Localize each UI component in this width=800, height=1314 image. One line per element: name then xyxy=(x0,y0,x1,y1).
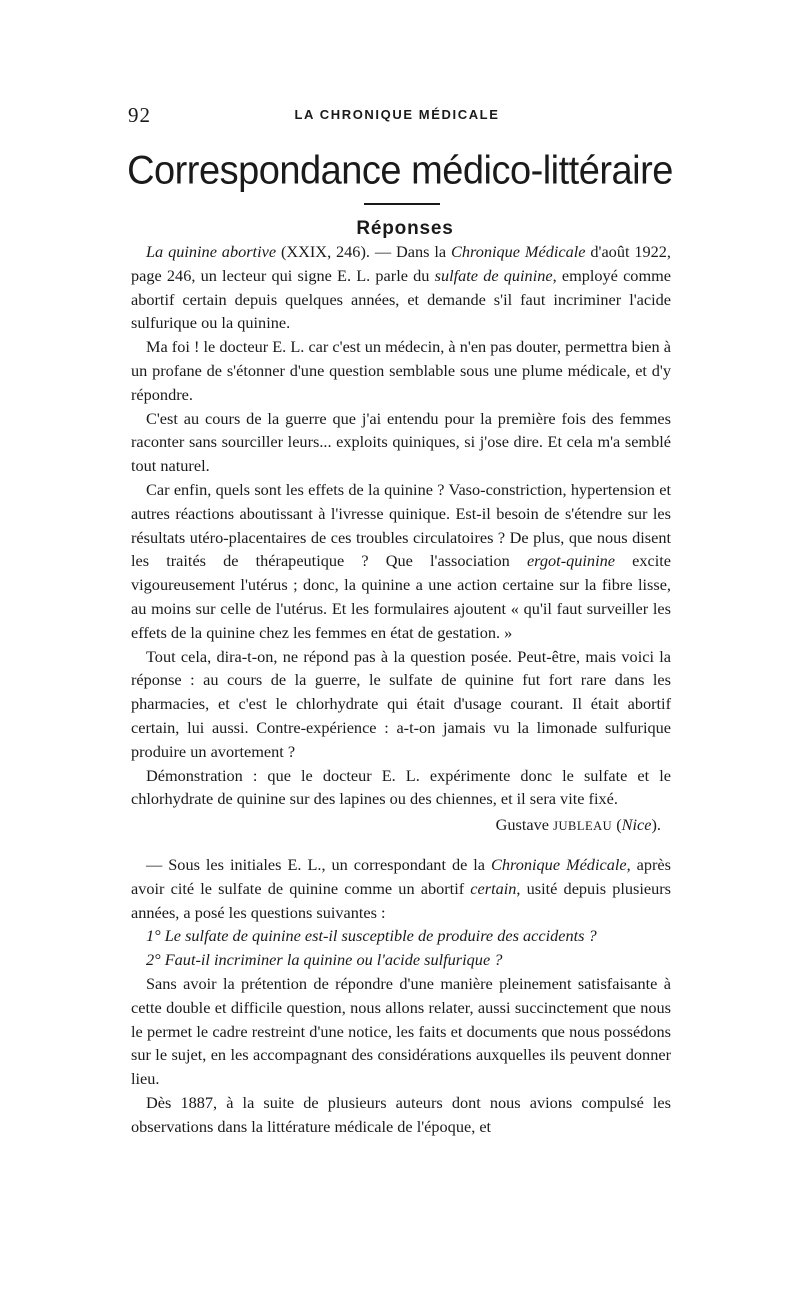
page-number: 92 xyxy=(128,103,151,127)
signature-last-name: JUBLEAU xyxy=(553,819,613,834)
emphasis: certain xyxy=(470,878,517,898)
text-span: , employé comme abortif certain depuis quelques années, et demande s'il faut incriminer l'acide sulfurique ou la quinine. xyxy=(131,265,672,333)
text-span: , après avoir cité le sulfate de quinine comme un abortif xyxy=(131,854,671,898)
emphasis: ergot-quinine xyxy=(526,551,615,571)
paragraph xyxy=(131,853,671,924)
paragraph: Ma foi ! le docteur E. L. car c'est un médecin, à n'en pas douter, permettra bien à un profane de s'étonner d'une question semblable sous une plume médicale, et d'y répondre. xyxy=(131,337,671,404)
paragraph: Tout cela, dira-t-on, ne répond pas à la question posée. Peut-être, mais voici la réponse : au cours de la guerre, le sulfate de quinine fut fort rare dans les pharmacies, et c'est le chlorhydrate qui était d'usage courant. Il était abortif certain, lui aussi. Contre-expérience : a-t-on jamais vu la limonade sulfurique produire un avortement ? xyxy=(131,646,671,761)
text-span: (XXIX, 246). — Dans la xyxy=(280,242,447,261)
page-header xyxy=(128,103,666,127)
paragraph: Dès 1887, à la suite de plusieurs auteurs dont nous avions compulsé les observations dans la littérature médicale de l'époque, et xyxy=(131,1092,671,1136)
section-heading: Réponses xyxy=(356,218,454,239)
running-head: LA CHRONIQUE MÉDICALE xyxy=(294,107,500,122)
article-body xyxy=(131,240,671,1138)
signature-first-name: Gustave xyxy=(495,815,550,835)
rubric-title: La quinine abortive xyxy=(146,242,277,261)
emphasis: sulfate de quinine xyxy=(434,265,553,285)
paragraph xyxy=(131,478,671,645)
question-1: 1° Le sulfate de quinine est-il susceptible de produire des accidents ? xyxy=(146,926,597,946)
text-span: excite vigoureusement l'utérus ; donc, la quinine a une action certaine sur la fibre lisse, au moins sur celle de l'utérus. Et les formulaires ajoutent « qu'il faut surveiller les effets de la quinine chez les femmes en état de gestation. » xyxy=(131,551,671,642)
text-span: Car enfin, quels sont les effets de la quinine ? Vaso-constriction, hypertension et autres réactions aboutissant à l'ivresse quinique. Est-il besoin de s'étendre sur les résultats utéro-placentaires de ces troubles circulatoires ? De plus, que nous disent les traités de thérapeutique ? Que l'association xyxy=(131,479,671,571)
paragraph: C'est au cours de la guerre que j'ai entendu pour la première fois des femmes raconter sans sourciller leurs... exploits quiniques, si j'ose dire. Et cela m'a semblé tout naturel. xyxy=(131,408,671,476)
signature-place: Nice xyxy=(621,815,652,835)
paragraph xyxy=(131,240,671,335)
signature: Gustave JUBLEAU (Nice). xyxy=(495,815,661,835)
title-divider xyxy=(364,203,440,205)
article-title: Correspondance médico-littéraire xyxy=(127,148,673,194)
question-2: 2° Faut-il incriminer la quinine ou l'acide sulfurique ? xyxy=(146,950,503,970)
text-span: d'août 1922, page 246, un lecteur qui signe E. L. parle du xyxy=(131,242,671,285)
journal-name: Chronique Médicale xyxy=(491,854,627,874)
text-span: , usité depuis plusieurs années, a posé les questions suivantes : xyxy=(131,878,671,922)
journal-name: Chronique Médicale xyxy=(450,242,586,261)
paragraph: Démonstration : que le docteur E. L. expérimente donc le sulfate et le chlorhydrate de quinine sur des lapines ou des chiennes, et il sera vite fixé. xyxy=(131,765,671,809)
text-span: — Sous les initiales E. L., un correspondant de la xyxy=(146,854,486,874)
paragraph: Sans avoir la prétention de répondre d'une manière pleinement satisfaisante à cette double et difficile question, nous allons relater, aussi succinctement que nous le permet le cadre restreint d'une notice, les faits et documents que nous possédons sur le sujet, en les accompagnant des considérations auxquelles ils peuvent donner lieu. xyxy=(131,973,671,1089)
